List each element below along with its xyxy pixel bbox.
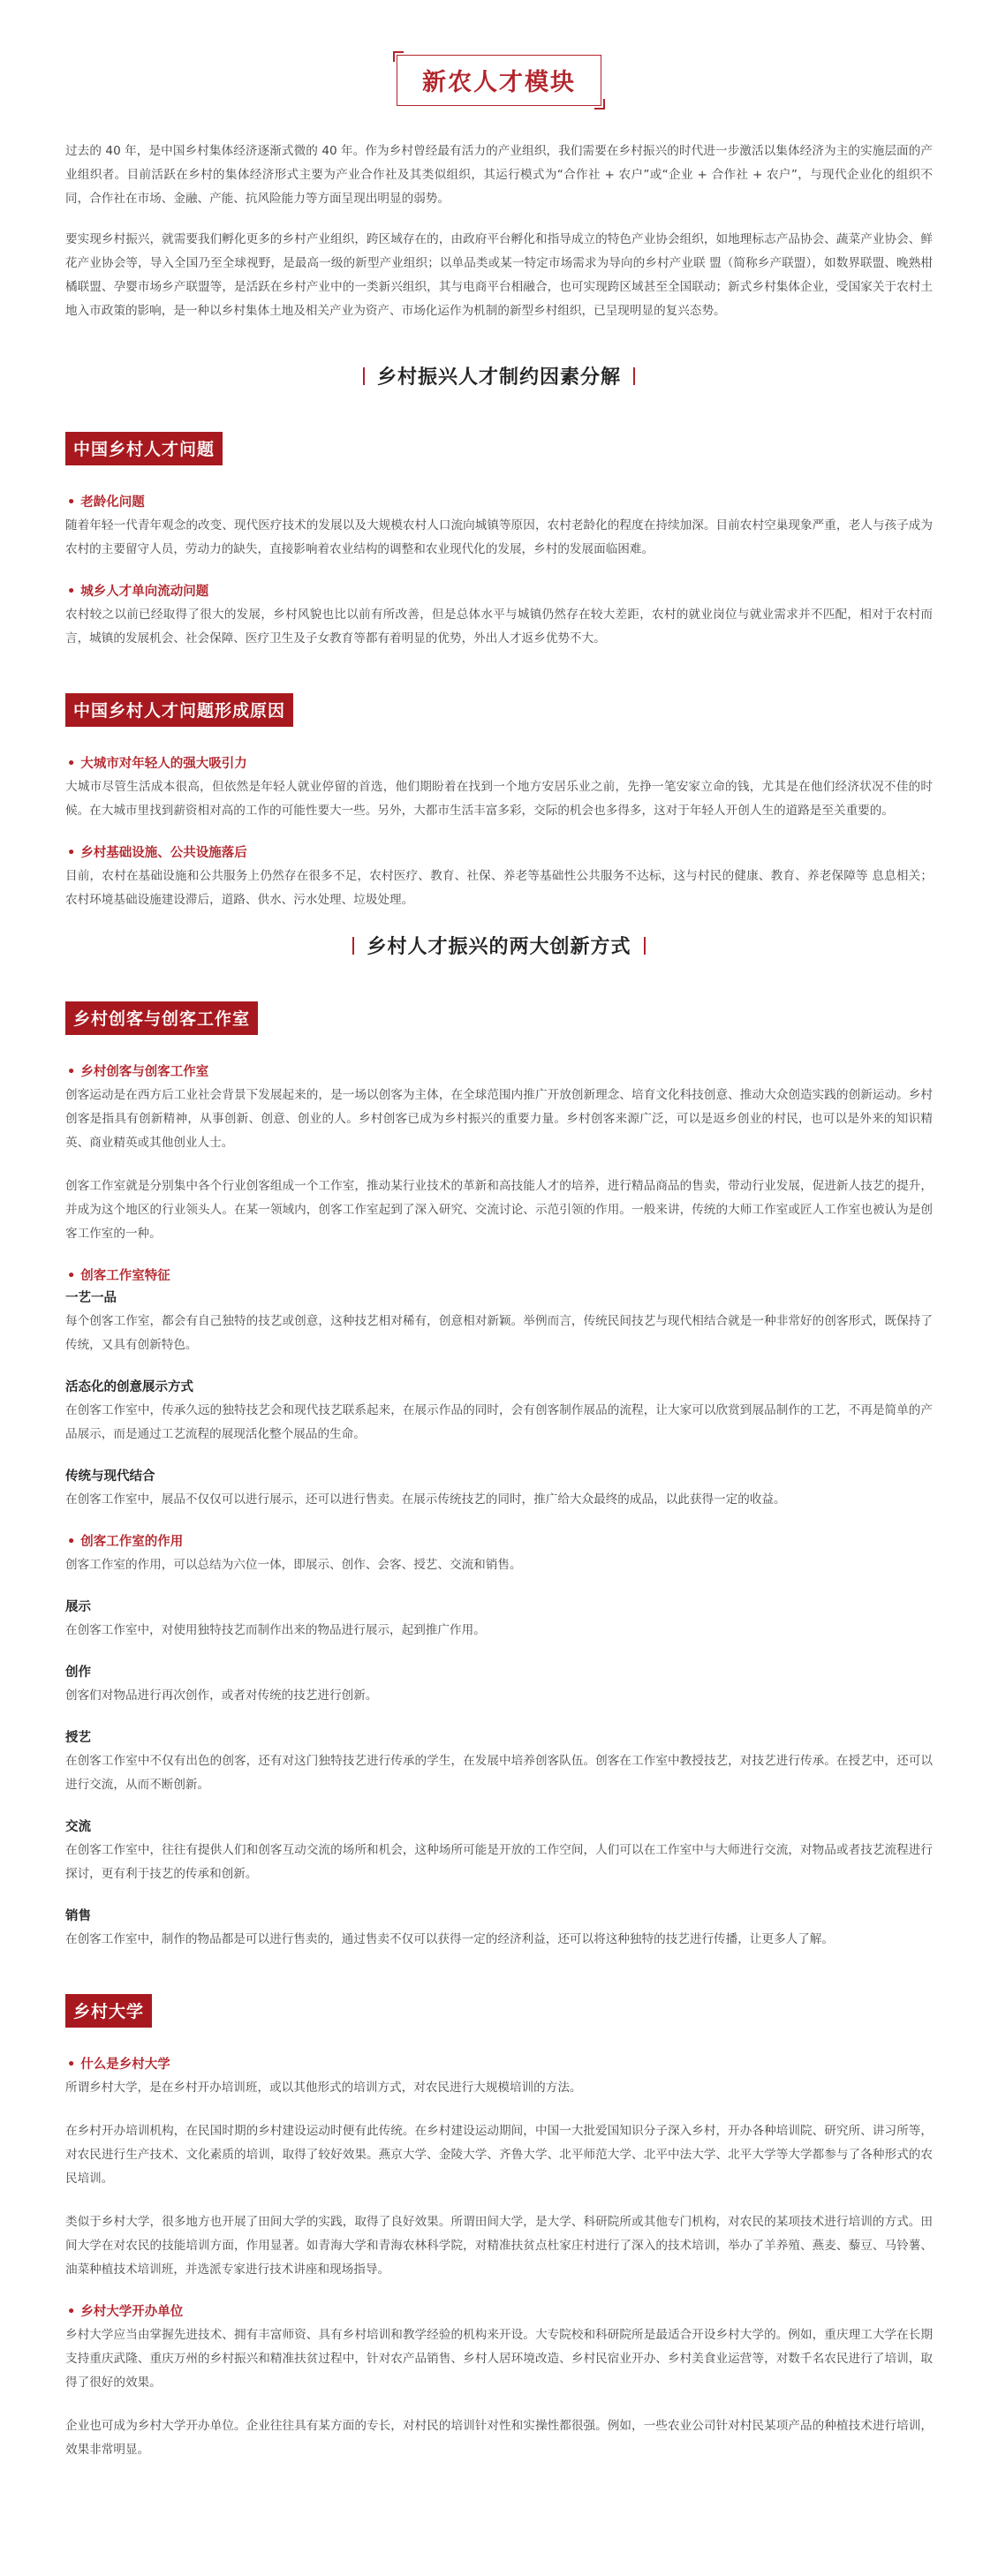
heading-bar-left — [352, 937, 354, 955]
body-text: 所谓乡村大学，是在乡村开办培训班，或以其他形式的培训方式，对农民进行大规模培训的方法。 — [65, 2081, 582, 2095]
body-text: 创客工作室就是分别集中各个行业创客组成一个工作室，推动某行业技术的革新和高技能人才的培养，进行精品商品的售卖，带动行业发展，促进新人技艺的提升，并成为这个地区的行业领头人。在某一领域内，创客工作室起到了深入研究、交流讨论、示范引领的作用。一般来讲，传统的大师工作室或匠人工作室也被认为是创客工作室的一种。 — [65, 1179, 933, 1241]
minor-heading: 活态化的创意展示方式 — [65, 1380, 193, 1394]
minor-heading: 授艺 — [65, 1731, 91, 1745]
category-tag: 中国乡村人才问题 — [65, 432, 223, 465]
category-tag: 乡村大学 — [65, 1994, 152, 2028]
subheading — [65, 1531, 933, 1550]
body-text: 在乡村开办培训机构，在民国时期的乡村建设运动时便有此传统。在乡村建设运动期间，中国一大批爱国知识分子深入乡村，开办各种培训院、研究所、讲习所等，对农民进行生产技术、文化素质的培训，取得了较好效果。燕京大学、金陵大学、齐鲁大学、北平师范大学、北平中法大学、北平大学等大学都参与了各种形式的农民培训。 — [65, 2124, 933, 2186]
content-block — [65, 1466, 933, 1512]
minor-heading: 一艺一品 — [65, 1291, 117, 1305]
page-title: 新农人才模块 — [397, 55, 601, 106]
content-block — [65, 1906, 933, 1952]
subheading — [65, 1265, 933, 1284]
subheading-text: 创客工作室的作用 — [80, 1535, 184, 1549]
bullet-icon: • — [67, 1065, 76, 1079]
content-block — [65, 1662, 933, 1708]
subheading: • 乡村基础设施、公共设施落后 — [67, 846, 247, 860]
body-text: 乡村大学应当由掌握先进技术、拥有丰富师资、具有乡村培训和教学经验的机构来开设。大专院校和科研院所是最适合开设乡村大学的。例如，重庆理工大学在长期支持重庆武隆、重庆万州的乡村振兴和精准扶贫过程中，针对农产品销售、乡村人居环境改造、乡村民宿业开办、乡村美食业运营等，对数千名农民进行了培训，取得了很好的效果。 — [65, 2328, 933, 2390]
content-block — [65, 1817, 933, 1886]
body-text: 企业也可成为乡村大学开办单位。企业往往具有某方面的专长，对村民的培训针对性和实操性都很强。例如，一些农业公司针对村民某项产品的种植技术进行培训，效果非常明显。 — [65, 2419, 933, 2457]
section-heading — [65, 362, 933, 389]
content-block — [65, 2414, 933, 2462]
minor-heading: 交流 — [65, 1820, 91, 1834]
heading-bar-left — [363, 367, 365, 385]
content-block — [65, 1597, 933, 1643]
content-block — [65, 1265, 933, 1284]
content-block — [65, 581, 933, 651]
bullet-icon: • — [67, 1269, 76, 1283]
content-block — [65, 1288, 933, 1357]
subheading — [65, 2301, 933, 2320]
section-heading-text: 乡村人才振兴的两大创新方式 — [367, 936, 631, 958]
body-text: 大城市尽管生活成本很高，但依然是年轻人就业停留的首选，他们期盼着在找到一个地方安居乐业之前，先挣一笔安家立命的钱，尤其是在他们经济状况不佳的时候。在大城市里找到薪资相对高的工作的可能性要大一些。另外，大都市生活丰富多彩，交际的机会也多得多，这对于年轻人开创人生的道路是至关重要的。 — [65, 780, 933, 818]
tag-wrap — [65, 1994, 933, 2028]
content-block — [65, 492, 933, 562]
category-tag: 中国乡村人才问题形成原因 — [65, 693, 293, 727]
subheading: • 大城市对年轻人的强大吸引力 — [67, 757, 247, 771]
body-text: 在创客工作室中，对使用独特技艺而制作出来的物品进行展示，起到推广作用。 — [65, 1623, 486, 1637]
body-text: 创客运动是在西方后工业社会背景下发展起来的，是一场以创客为主体，在全球范围内推广开放创新理念、培育文化科技创意、推动大众创造实践的创新运动。乡村创客是指具有创新精神，从事创新、创意、创业的人。乡村创客已成为乡村振兴的重要力量。乡村创客来源广泛，可以是返乡创业的村民，也可以是外来的知识精英、商业精英或其他创业人士。 — [65, 1088, 933, 1150]
body-text: 随着年轻一代青年观念的改变、现代医疗技术的发展以及大规模农村人口流向城镇等原因，农村老龄化的程度在持续加深。目前农村空巢现象严重，老人与孩子成为农村的主要留守人员，劳动力的缺失，直接影响着农业结构的调整和农业现代化的发展，乡村的发展面临困难。 — [65, 518, 933, 556]
body-text: 在创客工作室中，往往有提供人们和创客互动交流的场所和机会，这种场所可能是开放的工作空间，人们可以在工作室中与大师进行交流，对物品或者技艺流程进行探讨，更有利于技艺的传承和创新。 — [65, 1843, 933, 1881]
intro-paragraph: 要实现乡村振兴，就需要我们孵化更多的乡村产业组织，跨区域存在的，由政府平台孵化和指导成立的特色产业协会组织，如地理标志产品协会、蔬菜产业协会、鲜花产业协会等，导入全国乃至全球视野，是最高一级的新型产业组织；以单品类或某一特定市场需求为导向的乡村产业联 盟（简称乡产联盟），如数界联盟、晚熟柑橘联盟、孕婴市场乡产联盟等，是活跃在乡村产业中的一类新兴组织，其与电商平台相融合，也可实现跨区域甚至全国联动；新式乡村集体企业，受国家关于农村土地入市政策的影响，是一种以乡村集体土地及相关产业为资产、市场化运作为机制的新型乡村组织，已呈现明显的复兴态势。 — [65, 232, 933, 318]
body-text: 在创客工作室中，制作的物品都是可以进行售卖的，通过售卖不仅可以获得一定的经济利益，还可以将这种独特的技艺进行传播，让更多人了解。 — [65, 1932, 834, 1946]
category-tag: 乡村创客与创客工作室 — [65, 1001, 258, 1035]
bullet-icon: • — [67, 2305, 76, 2319]
minor-heading: 创作 — [65, 1666, 91, 1680]
body-text: 在创客工作室中，传承久远的独特技艺会和现代技艺联系起来，在展示作品的同时，会有创客制作展品的流程，让大家可以欣赏到展品制作的工艺，不再是简单的产品展示，而是通过工艺流程的展现活化整个展品的生命。 — [65, 1403, 933, 1441]
content-block — [65, 1727, 933, 1797]
body-text: 每个创客工作室，都会有自己独特的技艺或创意，这种技艺相对稀有，创意相对新颖。举例而言，传统民间技艺与现代相结合就是一种非常好的创客形式，既保持了传统，又具有创新特色。 — [65, 1314, 933, 1352]
body-text: 农村较之以前已经取得了很大的发展，乡村风貌也比以前有所改善，但是总体水平与城镇仍然存在较大差距，农村的就业岗位与就业需求并不匹配，相对于农村而言，城镇的发展机会、社会保障、医疗卫生及子女教育等都有着明显的优势，外出人才返乡优势不大。 — [65, 608, 933, 646]
content-block — [65, 2210, 933, 2282]
minor-heading: 销售 — [65, 1909, 91, 1923]
content-block — [65, 2119, 933, 2191]
subheading-text: 乡村大学开办单位 — [80, 2305, 184, 2319]
tag-wrap — [65, 1001, 933, 1035]
body-text: 类似于乡村大学，很多地方也开展了田间大学的实践，取得了良好效果。所谓田间大学，是大学、科研院所或其他专门机构，对农民的某项技术进行培训的方式。田间大学在对农民的技能培训方面，作用显著。如青海大学和青海农林科学院，对精准扶贫点杜家庄村进行了深入的技术培训，举办了羊养殖、燕麦、藜豆、马铃薯、油菜种植技术培训班，并选派专家进行技术讲座和现场指导。 — [65, 2215, 933, 2277]
section-heading — [65, 932, 933, 959]
content-block — [65, 2301, 933, 2395]
tag-wrap — [65, 432, 933, 465]
section2-groups — [65, 1001, 933, 2462]
body-text: 目前，农村在基础设施和公共服务上仍然存在很多不足，农村医疗、教育、社保、养老等基础性公共服务不达标，这与村民的健康、教育、养老保障等 息息相关；农村环境基础设施建设滞后，道路、供水、污水处理、垃圾处理。 — [65, 869, 933, 907]
bullet-icon: • — [67, 2058, 76, 2072]
heading-bar-right — [644, 937, 646, 955]
tag-wrap — [65, 693, 933, 727]
heading-bar-right — [633, 367, 635, 385]
subheading-text: 乡村创客与创客工作室 — [80, 1065, 209, 1079]
title-wrap — [65, 0, 933, 106]
body-text: 在创客工作室中不仅有出色的创客，还有对这门独特技艺进行传承的学生，在发展中培养创客队伍。创客在工作室中教授技艺，对技艺进行传承。在授艺中，还可以进行交流，从而不断创新。 — [65, 1754, 933, 1792]
body-text: 在创客工作室中，展品不仅仅可以进行展示，还可以进行售卖。在展示传统技艺的同时，推广给大众最终的成品，以此获得一定的收益。 — [65, 1492, 786, 1507]
content-block — [65, 1175, 933, 1246]
subheading — [65, 2054, 933, 2073]
content-block — [65, 753, 933, 823]
content-block — [65, 842, 933, 912]
bullet-icon: • — [67, 1535, 76, 1549]
minor-heading: 展示 — [65, 1600, 91, 1614]
subheading: • 老龄化问题 — [67, 495, 145, 510]
intro — [65, 140, 933, 323]
content-block — [65, 2054, 933, 2100]
subheading — [65, 1061, 933, 1080]
body-text: 创客工作室的作用，可以总结为六位一体，即展示、创作、会客、授艺、交流和销售。 — [65, 1558, 522, 1572]
minor-heading: 传统与现代结合 — [65, 1469, 155, 1484]
subheading: • 城乡人才单向流动问题 — [67, 585, 209, 599]
intro-paragraph: 过去的 40 年，是中国乡村集体经济逐渐式微的 40 年。作为乡村曾经最有活力的产业组织，我们需要在乡村振兴的时代进一步激活以集体经济为主的实施层面的产业组织者。目前活跃在乡村的集体经济形式主要为产业合作社及其类似组织，其运行模式为“合作社 + 农户”或“企业 + 合作社 + 农户”，与现代企业化的组织不同，合作社在市场、金融、产能、抗风险能力等方面呈现出明显的弱势。 — [65, 144, 933, 206]
section-heading-text: 乡村振兴人才制约因素分解 — [376, 366, 621, 389]
content-block — [65, 1377, 933, 1447]
subheading-text: 创客工作室特征 — [80, 1269, 170, 1283]
subheading-text: 什么是乡村大学 — [80, 2058, 170, 2072]
content-block — [65, 1531, 933, 1577]
body-text: 创客们对物品进行再次创作，或者对传统的技艺进行创新。 — [65, 1688, 378, 1703]
content-block — [65, 1061, 933, 1155]
